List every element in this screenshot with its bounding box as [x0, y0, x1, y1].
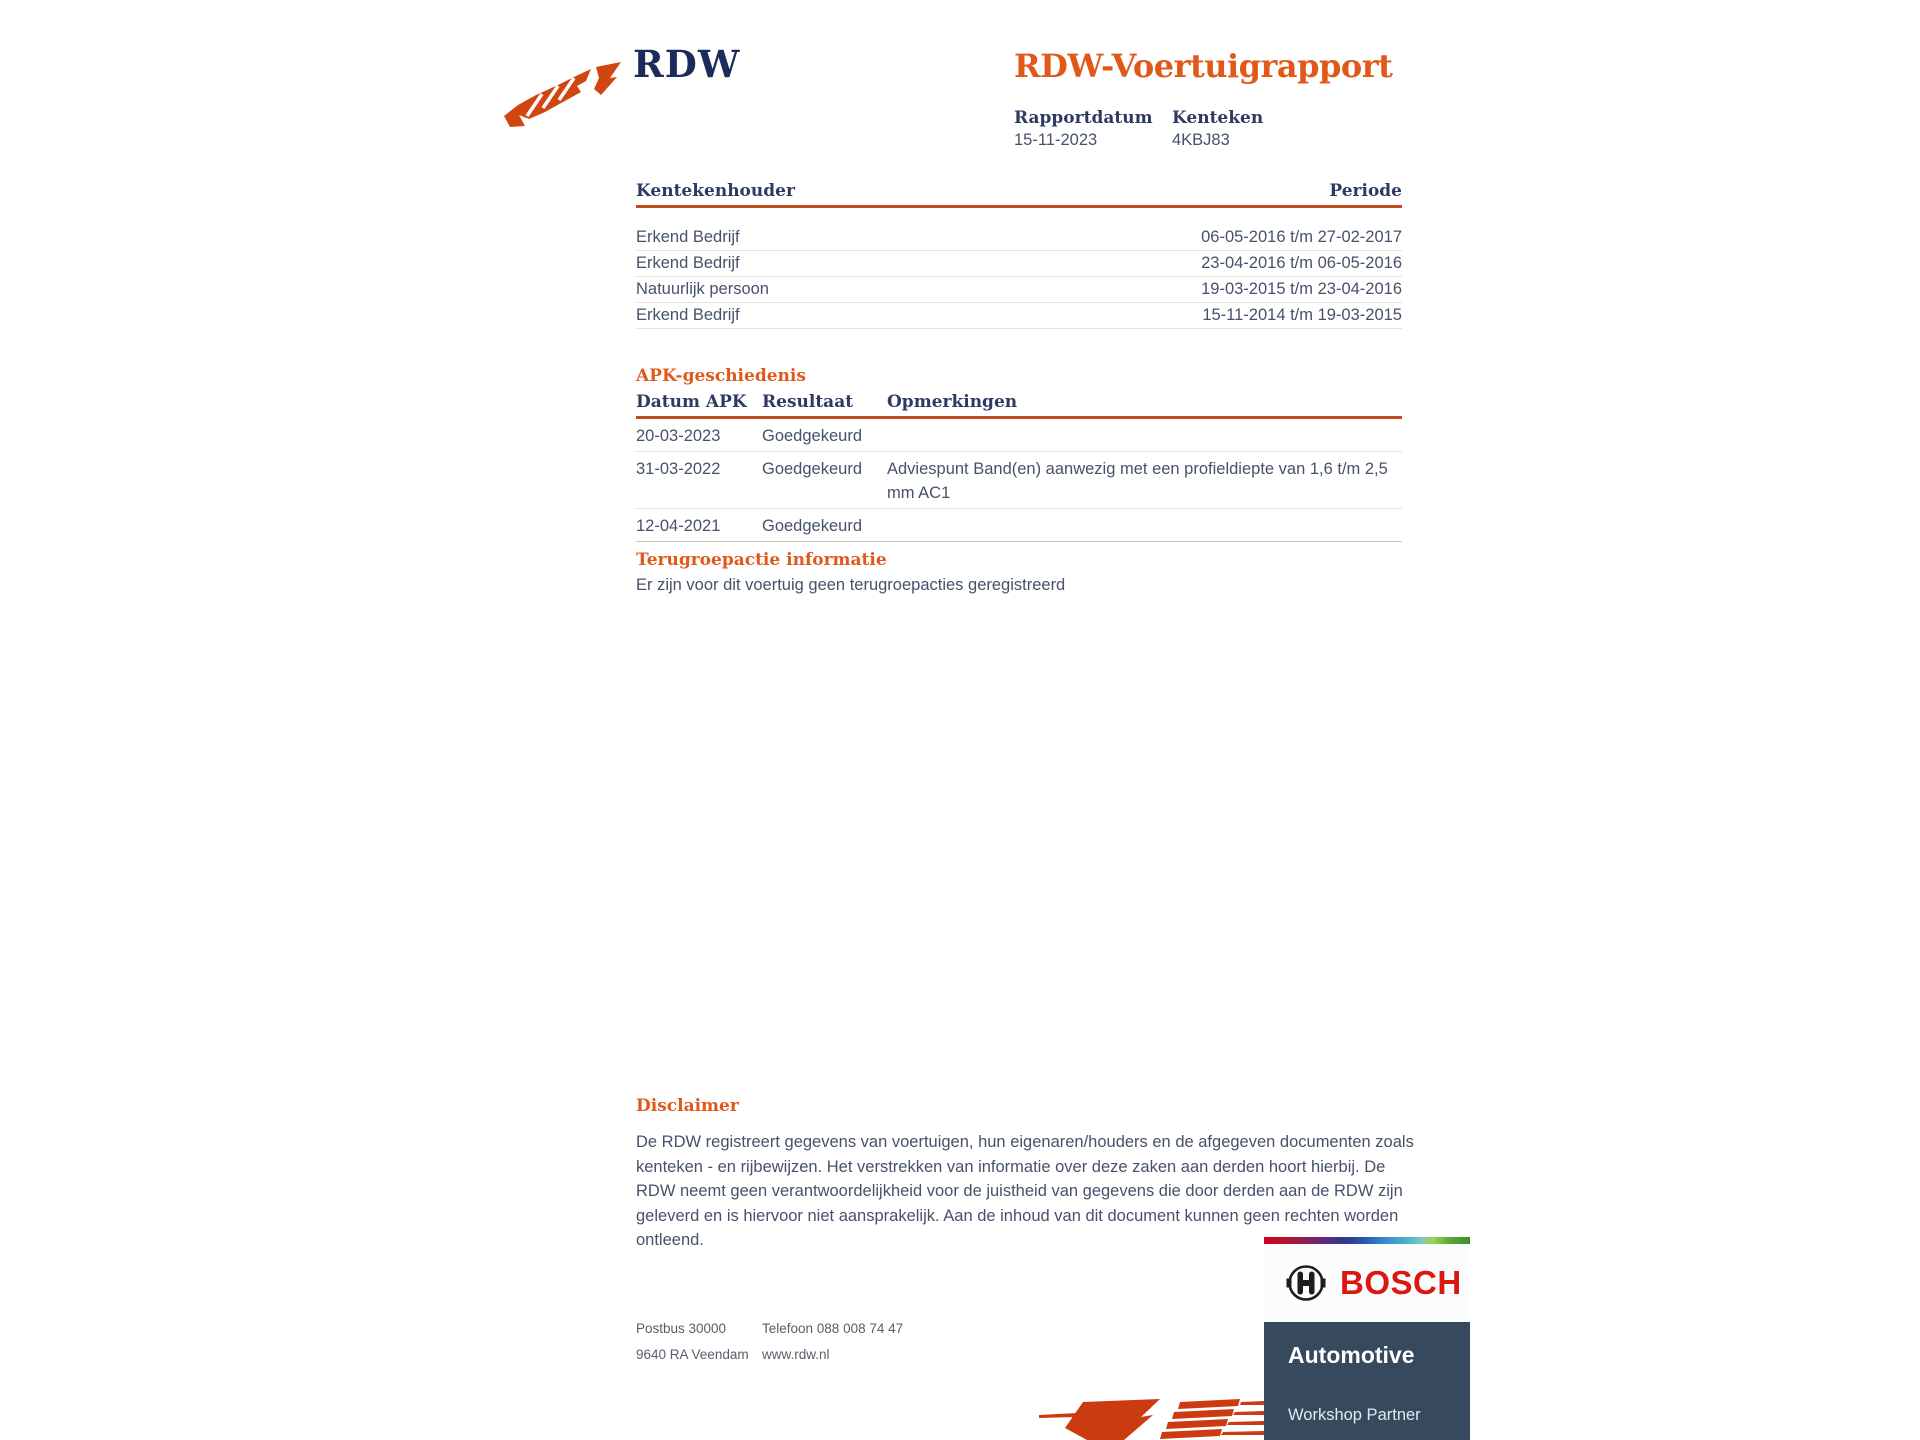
apk-table-header — [636, 392, 1402, 412]
footer-phone: Telefoon 088 008 74 47 — [762, 1321, 904, 1336]
table-row — [636, 303, 1402, 329]
apk-remarks: Adviespunt Band(en) aanwezig met een profieldiepte van 1,6 t/m 2,5 mm AC1 — [887, 460, 1388, 502]
apk-result: Goedgekeurd — [762, 460, 862, 478]
holder-name: Natuurlijk persoon — [636, 280, 769, 298]
holder-period: 15-11-2014 t/m 19-03-2015 — [1202, 306, 1402, 324]
apk-remarks — [887, 514, 1402, 538]
holder-name: Erkend Bedrijf — [636, 228, 740, 246]
report-date-label: Rapportdatum — [1014, 108, 1153, 128]
table-row — [636, 277, 1402, 303]
apk-col-result: Resultaat — [762, 392, 854, 412]
bosch-wordmark: BOSCH — [1340, 1264, 1462, 1301]
bosch-logo-row — [1264, 1244, 1470, 1322]
table-row — [636, 452, 1402, 509]
bosch-partner-label: Workshop Partner — [1288, 1406, 1421, 1424]
table-row — [636, 419, 1402, 452]
holder-name: Erkend Bedrijf — [636, 306, 740, 324]
apk-col-date: Datum APK — [636, 392, 747, 412]
footer-website: www.rdw.nl — [762, 1347, 830, 1362]
bosch-automotive-panel — [1264, 1322, 1470, 1440]
footer-address-line2: 9640 RA Veendam — [636, 1347, 749, 1362]
disclaimer-text: De RDW registreert gegevens van voertuigen, hun eigenaren/houders en de afgegeven documenten zoals kenteken - en rijbewijzen. Het verstrekken van informatie over deze zaken aan derden hoort hierbij. De RDW neemt geen verantwoordelijkheid voor de juistheid van gegevens die door derden aan de RDW zijn geleverd en is hiervoor niet aansprakelijk. Aan de inhoud van dit document kunnen geen rechten worden ontleend. — [636, 1133, 1414, 1249]
orange-rule — [636, 205, 1402, 208]
apk-result: Goedgekeurd — [762, 517, 862, 535]
disclaimer-section-title: Disclaimer — [636, 1096, 739, 1116]
bosch-partner-block — [1264, 1237, 1470, 1440]
table-row — [636, 225, 1402, 251]
page-title: RDW-Voertuigrapport — [1014, 47, 1393, 85]
holder-name: Erkend Bedrijf — [636, 254, 740, 272]
table-row — [636, 509, 1402, 542]
apk-date: 31-03-2022 — [636, 460, 721, 478]
license-plate-label: Kenteken — [1172, 108, 1264, 128]
bosch-armature-icon — [1286, 1263, 1326, 1303]
bosch-division-label: Automotive — [1288, 1342, 1415, 1368]
table-row — [636, 251, 1402, 277]
apk-col-remarks: Opmerkingen — [887, 392, 1018, 412]
rdw-flag-graphic — [1032, 1390, 1264, 1440]
holders-table-header — [636, 181, 1402, 201]
recall-text: Er zijn voor dit voertuig geen terugroepacties geregistreerd — [636, 576, 1066, 594]
holders-col-period: Periode — [1329, 181, 1402, 201]
apk-section-title: APK-geschiedenis — [636, 366, 806, 386]
apk-history-section — [636, 366, 1402, 542]
holders-col-holder: Kentekenhouder — [636, 181, 795, 201]
bosch-supergraphic-stripe — [1264, 1237, 1470, 1244]
holder-period: 19-03-2015 t/m 23-04-2016 — [1201, 280, 1402, 298]
apk-remarks — [887, 424, 1402, 448]
holders-table — [636, 181, 1402, 329]
license-plate-value: 4KBJ83 — [1172, 131, 1230, 149]
recall-section-title: Terugroepactie informatie — [636, 550, 887, 570]
apk-result: Goedgekeurd — [762, 427, 862, 445]
rdw-logo-icon — [500, 60, 635, 130]
footer-contact — [762, 1316, 903, 1368]
apk-date: 20-03-2023 — [636, 427, 721, 445]
apk-date: 12-04-2021 — [636, 517, 721, 535]
footer-address-line1: Postbus 30000 — [636, 1321, 727, 1336]
report-date-value: 15-11-2023 — [1014, 131, 1098, 149]
footer-address — [636, 1316, 749, 1368]
holder-period: 06-05-2016 t/m 27-02-2017 — [1201, 228, 1402, 246]
rdw-brand-wordmark: RDW — [633, 42, 741, 86]
holder-period: 23-04-2016 t/m 06-05-2016 — [1201, 254, 1402, 272]
